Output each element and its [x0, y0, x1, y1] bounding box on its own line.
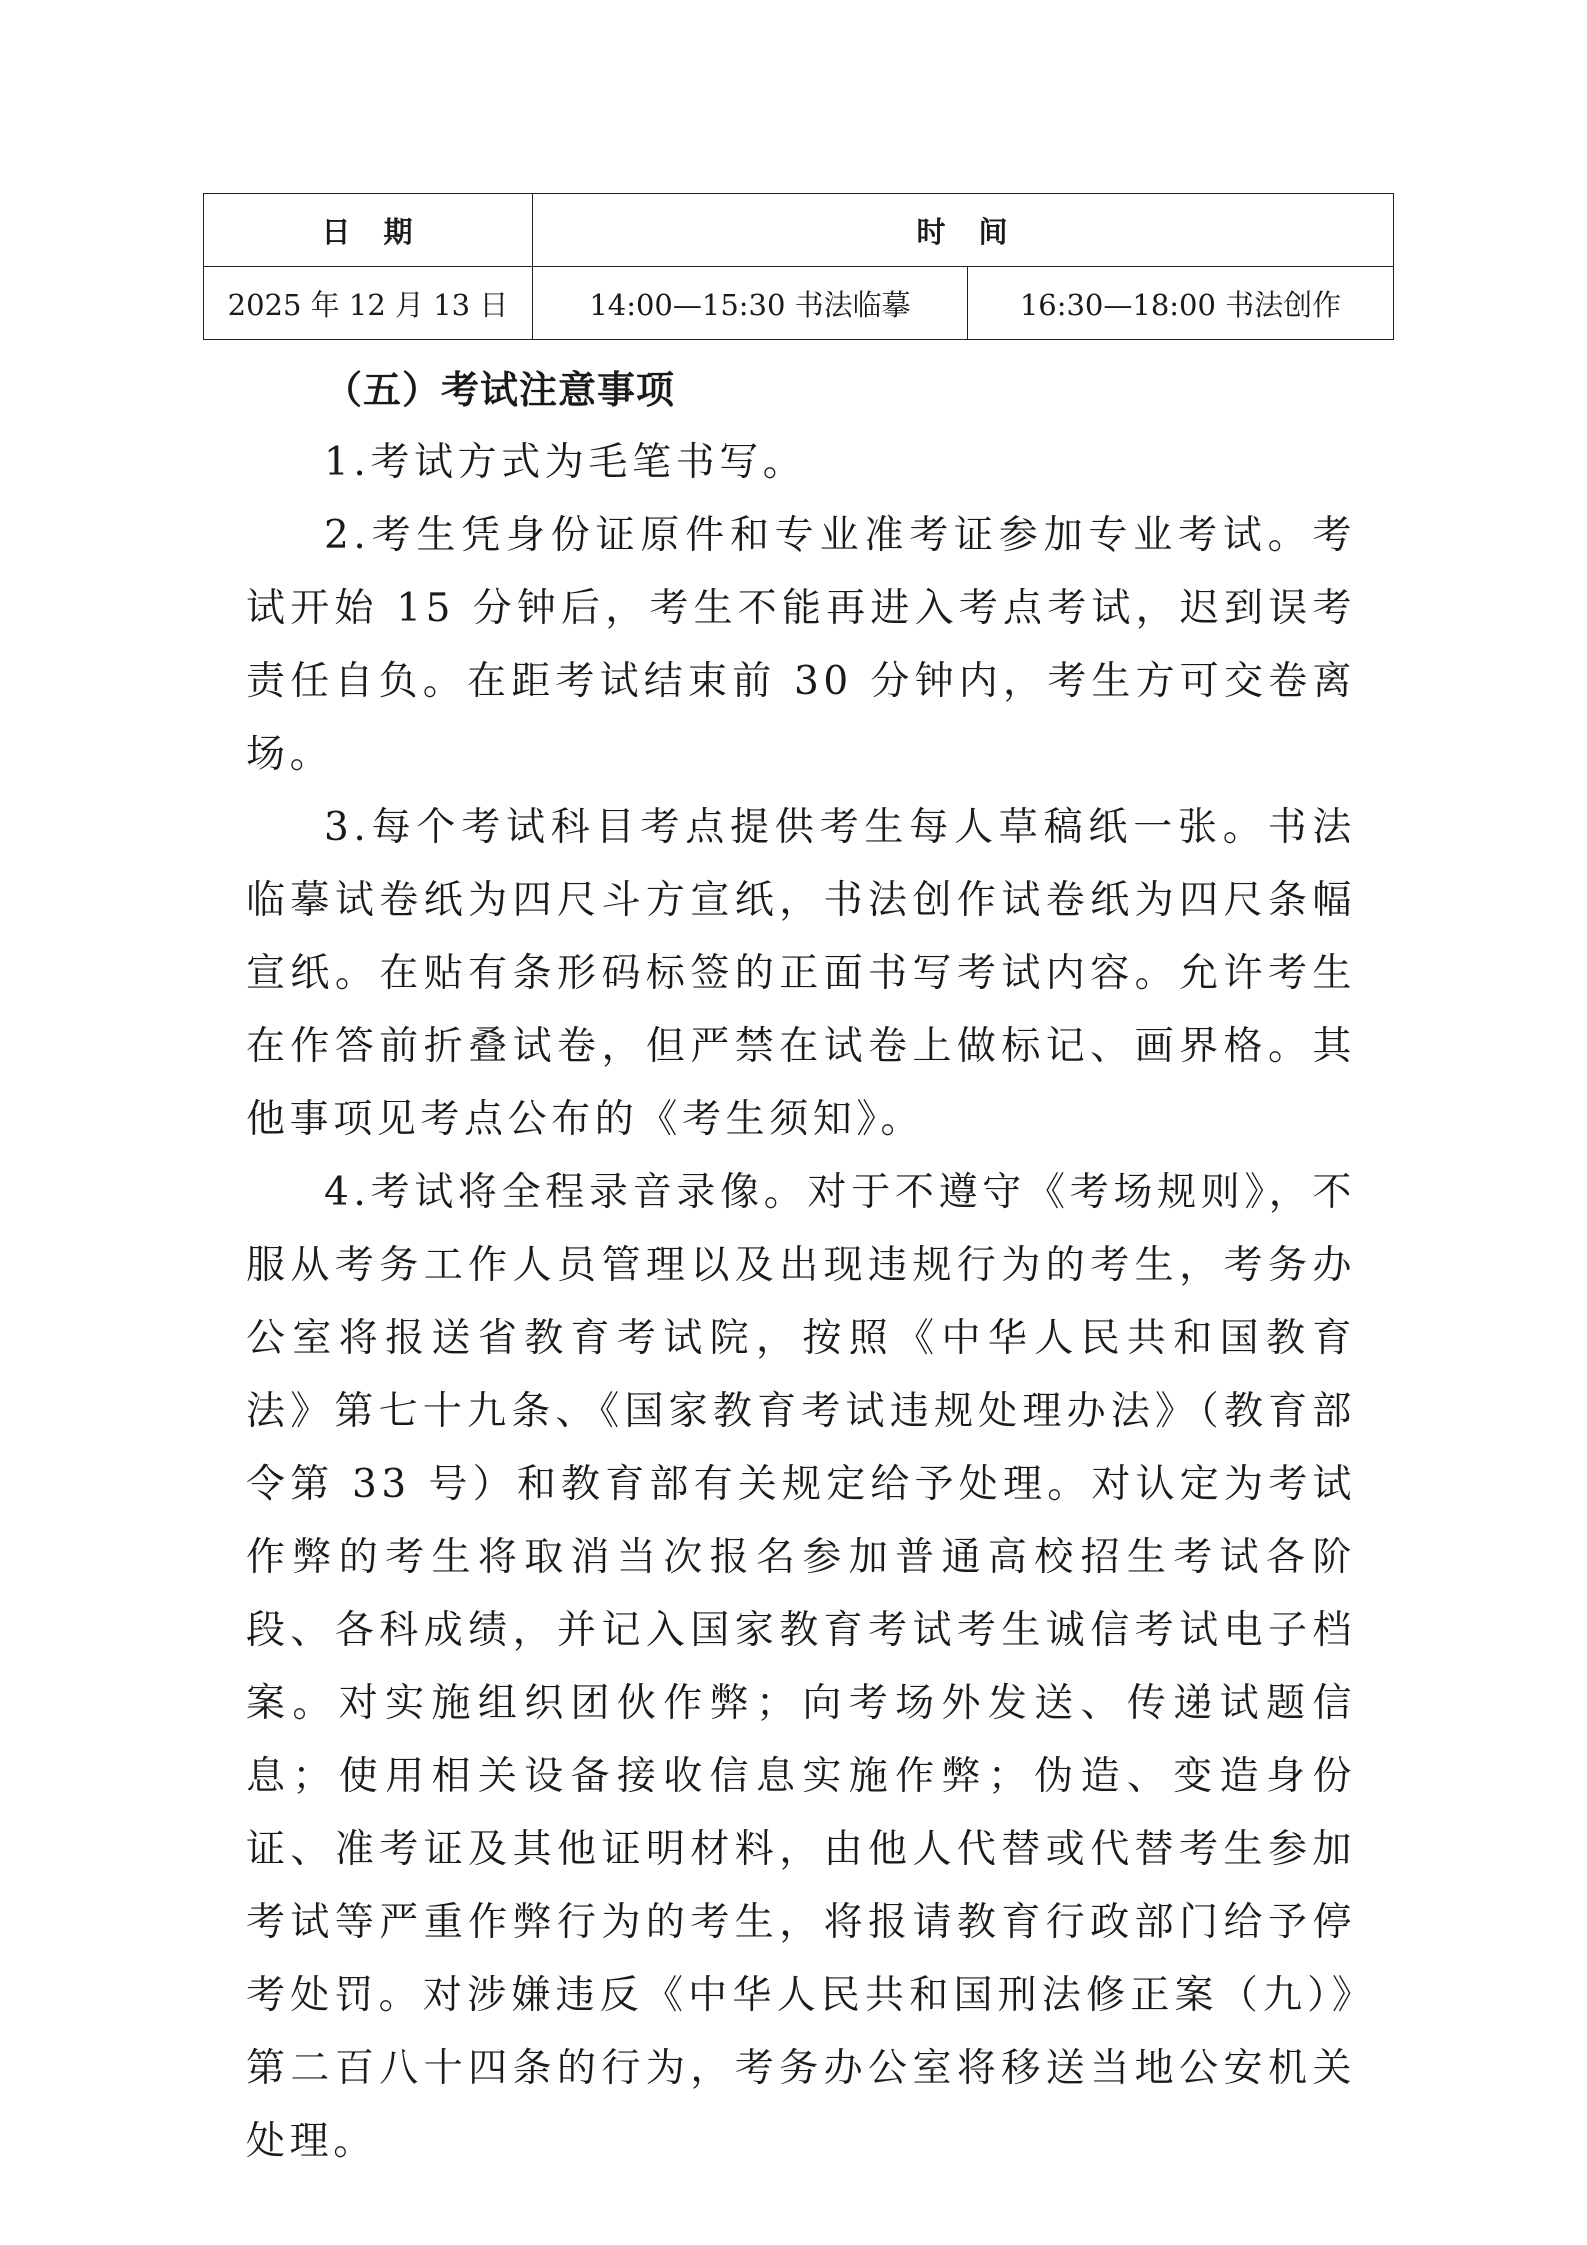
exam-schedule-table	[203, 193, 1394, 340]
note-paragraph-4: 4.考试将全程录音录像。对于不遵守《考场规则》，不服从考务工作人员管理以及出现违规行为的考生，考务办公室将报送省教育考试院，按照《中华人民共和国教育法》第七十九条、《国家教育考试违规处理办法》（教育部令第 33 号）和教育部有关规定给予处理。对认定为考试作弊的考生将取消当次报名参加普通高校招生考试各阶段、各科成绩，并记入国家教育考试考生诚信考试电子档案。对实施组织团伙作弊；向考场外发送、传递试题信息；使用相关设备接收信息实施作弊；伪造、变造身份证、准考证及其他证明材料，由他人代替或代替考生参加考试等严重作弊行为的考生，将报请教育行政部门给予停考处罚。对涉嫌违反《中华人民共和国刑法修正案（九）》第二百八十四条的行为，考务办公室将移送当地公安机关处理。	[246, 1170, 1356, 2164]
note-paragraph-3: 3.每个考试科目考点提供考生每人草稿纸一张。书法临摹试卷纸为四尺斗方宣纸，书法创作试卷纸为四尺条幅宣纸。在贴有条形码标签的正面书写考试内容。允许考生在作答前折叠试卷，但严禁在试卷上做标记、画界格。其他事项见考点公布的《考生须知》。	[246, 805, 1356, 1142]
exam-date-cell: 2025 年 12 月 13 日	[204, 267, 533, 340]
table-header-row	[204, 194, 1394, 267]
table-row	[204, 267, 1394, 340]
note-paragraph-1: 1.考试方式为毛笔书写。	[324, 440, 807, 485]
session-calligraphy-creation: 16:30—18:00 书法创作	[968, 267, 1394, 340]
header-date: 日 期	[204, 194, 533, 267]
notes-section	[246, 353, 1356, 2178]
header-time: 时 间	[533, 194, 1394, 267]
section-heading: （五）考试注意事项	[324, 367, 676, 412]
note-paragraph-2: 2.考生凭身份证原件和专业准考证参加专业考试。考试开始 15 分钟后，考生不能再进入考点考试，迟到误考责任自负。在距考试结束前 30 分钟内，考生方可交卷离场。	[246, 513, 1356, 777]
session-calligraphy-copy: 14:00—15:30 书法临摹	[533, 267, 968, 340]
